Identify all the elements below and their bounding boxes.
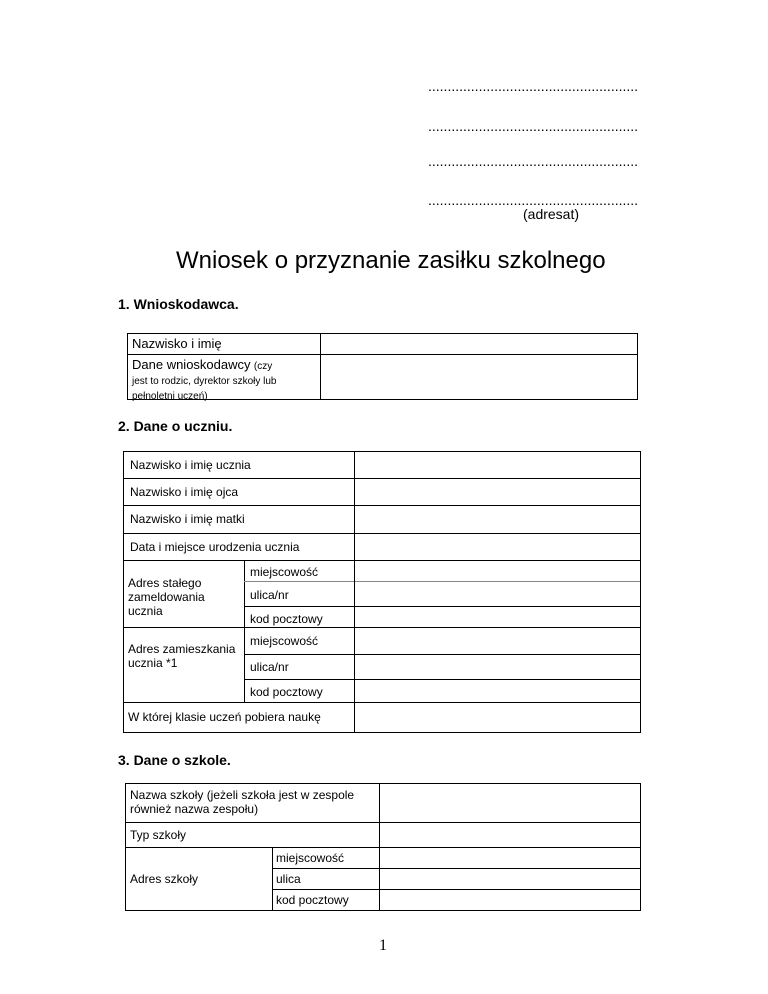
document-title: Wniosek o przyznanie zasiłku szkolnego — [176, 247, 606, 274]
applicant-name-field[interactable] — [321, 334, 637, 354]
applicant-table — [127, 333, 638, 400]
label-school-name: Nazwa szkoły (jeżeli szkoła jest w zespole również nazwa zespołu) — [130, 788, 355, 816]
label-school-town: miejscowość — [276, 851, 345, 865]
label-student-name: Nazwisko i imię ucznia — [130, 458, 251, 472]
label-mother-name: Nazwisko i imię matki — [130, 512, 245, 526]
label-permanent-address: Adres stałego zameldowania ucznia — [128, 576, 205, 618]
addressee-line-4: ...................................................... — [428, 192, 639, 208]
section-heading-school: 3. Dane o szkole. — [118, 752, 231, 768]
label-school-postcode: kod pocztowy — [276, 893, 349, 907]
addressee-line-2: ...................................................... — [428, 118, 639, 134]
section-heading-applicant: 1. Wnioskodawca. — [118, 296, 239, 312]
applicant-data-field[interactable] — [321, 355, 637, 399]
label-school-type: Typ szkoły — [130, 828, 187, 842]
mother-name-field[interactable] — [355, 506, 640, 533]
label-permanent-postcode: kod pocztowy — [250, 612, 323, 626]
page-number: 1 — [379, 937, 387, 954]
addressee-label: (adresat) — [523, 206, 580, 222]
addressee-line-3: ...................................................... — [428, 153, 639, 169]
label-father-name: Nazwisko i imię ojca — [130, 485, 239, 499]
label-residence-postcode: kod pocztowy — [250, 685, 323, 699]
addressee-line-1: ...................................................... — [428, 78, 639, 94]
school-name-field[interactable] — [380, 784, 640, 822]
student-name-field[interactable] — [355, 452, 640, 478]
class-field[interactable] — [355, 703, 640, 732]
label-school-address: Adres szkoły — [130, 872, 199, 886]
school-table — [125, 783, 641, 911]
section-heading-student: 2. Dane o uczniu. — [118, 418, 233, 434]
label-class: W której klasie uczeń pobiera naukę — [128, 710, 321, 724]
label-applicant-data: Dane wnioskodawcy (czy jest to rodzic, dyrektor szkoły lub pełnoletni uczeń) — [132, 357, 277, 402]
label-permanent-town: miejscowość — [250, 565, 319, 579]
label-permanent-street: ulica/nr — [250, 588, 289, 602]
label-residence-street: ulica/nr — [250, 660, 289, 674]
label-school-street: ulica — [276, 872, 301, 886]
school-type-field[interactable] — [380, 823, 640, 847]
label-birth: Data i miejsce urodzenia ucznia — [130, 540, 300, 554]
label-residence-town: miejscowość — [250, 634, 319, 648]
student-table — [123, 451, 641, 733]
label-residence-address: Adres zamieszkania ucznia *1 — [128, 642, 236, 670]
label-applicant-name: Nazwisko i imię — [132, 336, 222, 351]
birth-field[interactable] — [355, 534, 640, 560]
father-name-field[interactable] — [355, 479, 640, 505]
